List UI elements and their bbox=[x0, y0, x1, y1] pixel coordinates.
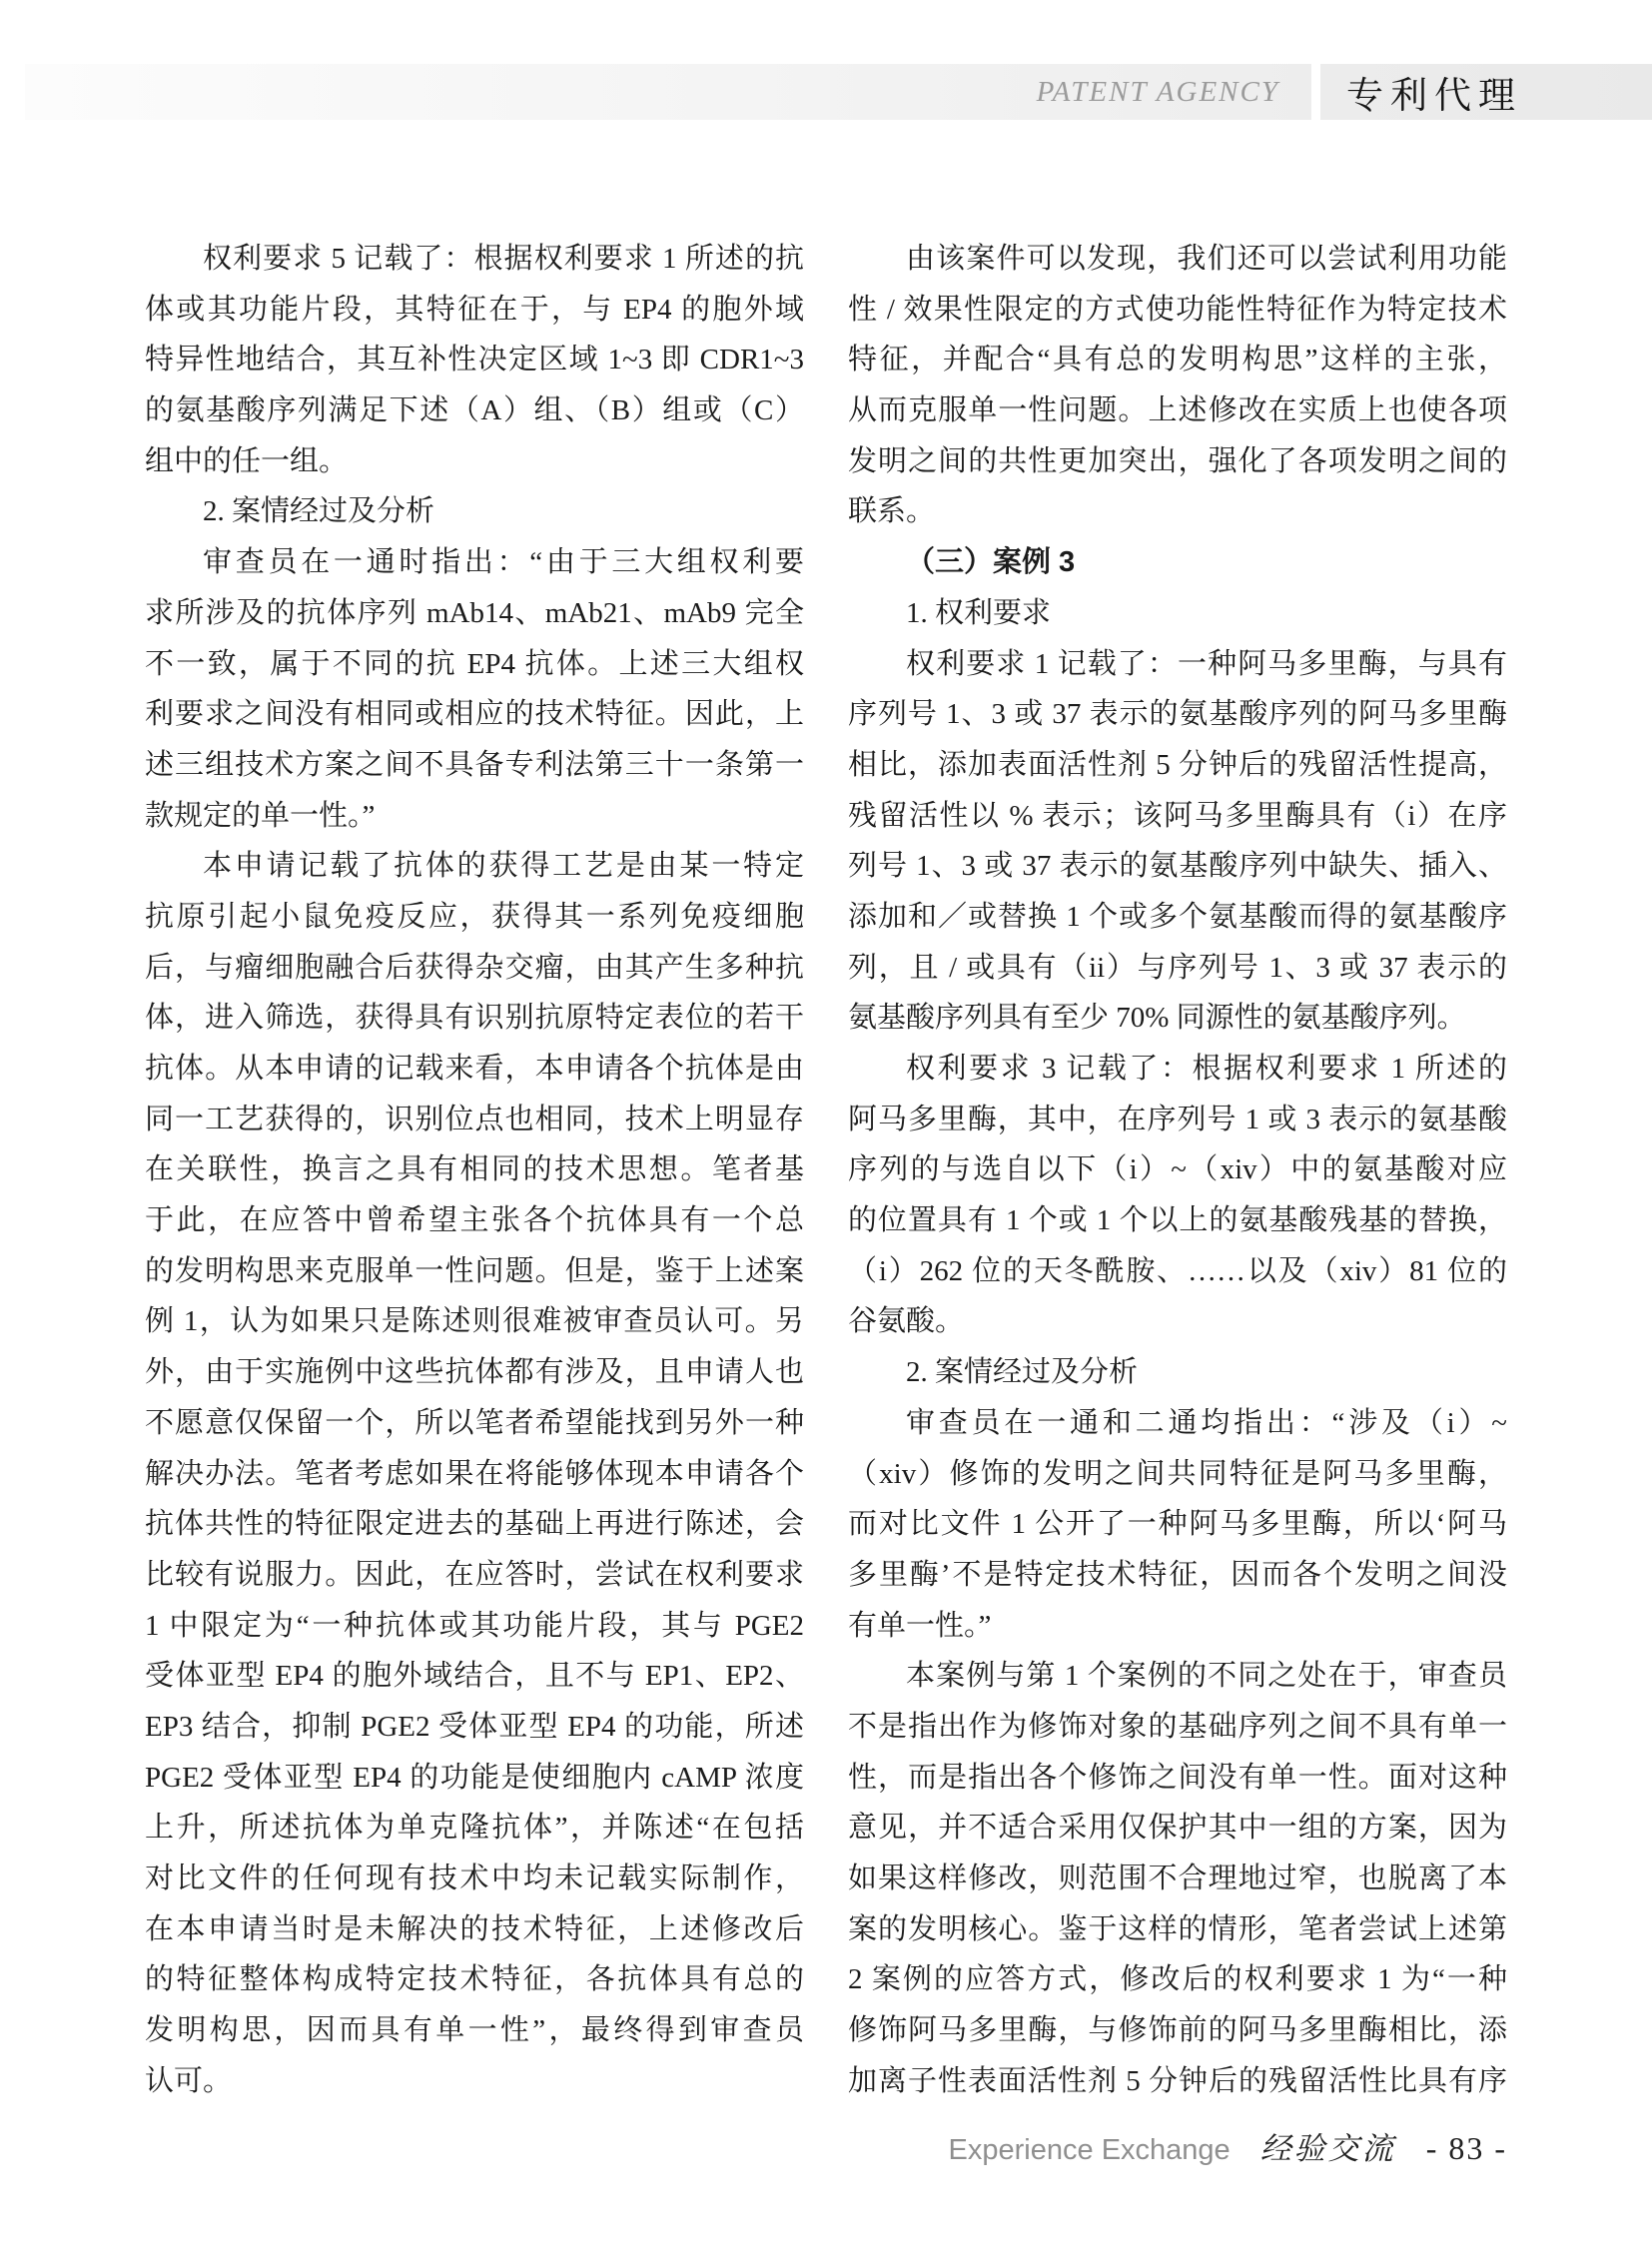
text-line: 抗原引起小鼠免疫反应，获得其一系列免疫细胞 bbox=[145, 900, 804, 933]
text-line: 发明构思，因而具有单一性”，最终得到审查员 bbox=[145, 2014, 804, 2047]
text-line: 的位置具有 1 个或 1 个以上的氨基酸残基的替换， bbox=[848, 1204, 1507, 1237]
footer-section-chinese: 经验交流 bbox=[1259, 2131, 1396, 2166]
text-line: 多里酶’不是特定技术特征，因而各个发明之间没 bbox=[848, 1558, 1507, 1591]
right-text-column bbox=[848, 234, 1507, 2106]
text-line: 解决办法。笔者考虑如果在将能够体现本申请各个 bbox=[145, 1457, 804, 1490]
text-line: 列号 1、3 或 37 表示的氨基酸序列中缺失、插入、 bbox=[848, 850, 1507, 883]
text-line: 求所涉及的抗体序列 mAb14、mAb21、mAb9 完全 bbox=[145, 596, 804, 629]
text-line: 由该案件可以发现，我们还可以尝试利用功能 bbox=[906, 243, 1507, 275]
text-line: 2. 案情经过及分析 bbox=[203, 495, 435, 528]
text-line: 对比文件的任何现有技术中均未记载实际制作， bbox=[145, 1863, 804, 1894]
text-line: 的发明构思来克服单一性问题。但是，鉴于上述案 bbox=[145, 1254, 804, 1287]
text-line: 本案例与第 1 个案例的不同之处在于，审查员 bbox=[906, 1660, 1507, 1693]
text-line: 特征，并配合“具有总的发明构思”这样的主张， bbox=[848, 344, 1507, 376]
text-line: 在关联性，换言之具有相同的技术思想。笔者基 bbox=[145, 1153, 804, 1186]
text-line: 外，由于实施例中这些抗体都有涉及，且申请人也 bbox=[145, 1356, 804, 1389]
text-line: 体，进入筛选，获得具有识别抗原特定表位的若干 bbox=[145, 1002, 804, 1035]
text-line: 权利要求 5 记载了：根据权利要求 1 所述的抗 bbox=[203, 243, 804, 275]
text-line: PGE2 受体亚型 EP4 的功能是使细胞内 cAMP 浓度 bbox=[145, 1761, 804, 1794]
text-line: 不一致，属于不同的抗 EP4 抗体。上述三大组权 bbox=[145, 647, 804, 680]
text-line: 序列号 1、3 或 37 表示的氨基酸序列的阿马多里酶 bbox=[848, 698, 1507, 731]
text-line: 抗体共性的特征限定进去的基础上再进行陈述，会 bbox=[145, 1508, 804, 1541]
page-footer bbox=[848, 2123, 1507, 2168]
text-line: 在本申请当时是未解决的技术特征，上述修改后 bbox=[145, 1912, 804, 1945]
text-line: （三）案例 3 bbox=[906, 546, 1076, 579]
text-line: EP3 结合，抑制 PGE2 受体亚型 EP4 的功能，所述 bbox=[145, 1710, 804, 1743]
text-line: 款规定的单一性。” bbox=[145, 799, 376, 832]
text-line: 案的发明核心。鉴于这样的情形，笔者尝试上述第 bbox=[848, 1912, 1507, 1945]
text-line: 权利要求 1 记载了：一种阿马多里酶，与具有 bbox=[906, 647, 1507, 680]
text-line: 性，而是指出各个修饰之间没有单一性。面对这种 bbox=[848, 1761, 1507, 1794]
text-line: 2 案例的应答方式，修改后的权利要求 1 为“一种 bbox=[848, 1963, 1507, 1996]
text-line: 审查员在一通时指出：“由于三大组权利要 bbox=[203, 546, 804, 579]
text-line: 权利要求 3 记载了：根据权利要求 1 所述的 bbox=[906, 1053, 1507, 1085]
header-band-left bbox=[25, 64, 1311, 120]
text-line: 同一工艺获得的，识别位点也相同，技术上明显存 bbox=[145, 1103, 804, 1135]
text-line: 后，与瘤细胞融合后获得杂交瘤，由其产生多种抗 bbox=[145, 951, 804, 984]
text-line: 列，且 / 或具有（ii）与序列号 1、3 或 37 表示的 bbox=[848, 951, 1507, 984]
text-line: 性 / 效果性限定的方式使功能性特征作为特定技术 bbox=[848, 293, 1507, 326]
text-line: 氨基酸序列具有至少 70% 同源性的氨基酸序列。 bbox=[848, 1002, 1466, 1035]
text-line: 特异性地结合，其互补性决定区域 1~3 即 CDR1~3 bbox=[145, 344, 804, 376]
text-line: 不是指出作为修饰对象的基础序列之间不具有单一 bbox=[848, 1710, 1507, 1743]
text-line: 利要求之间没有相同或相应的技术特征。因此，上 bbox=[145, 698, 804, 731]
text-line: 例 1，认为如果只是陈述则很难被审查员认可。另 bbox=[145, 1305, 804, 1338]
text-line: 意见，并不适合采用仅保护其中一组的方案，因为 bbox=[848, 1812, 1507, 1845]
text-line: 体或其功能片段，其特征在于，与 EP4 的胞外域 bbox=[145, 293, 804, 326]
text-line: 的特征整体构成特定技术特征，各抗体具有总的 bbox=[145, 1963, 804, 1996]
text-line: 受体亚型 EP4 的胞外域结合，且不与 EP1、EP2、 bbox=[145, 1660, 804, 1693]
footer-section-english: Experience Exchange bbox=[948, 2134, 1231, 2166]
text-line: 如果这样修改，则范围不合理地过窄，也脱离了本 bbox=[848, 1863, 1507, 1894]
text-line: 加离子性表面活性剂 5 分钟后的残留活性比具有序 bbox=[848, 2064, 1507, 2097]
text-line: 的氨基酸序列满足下述（A）组、（B）组或（C） bbox=[145, 394, 804, 427]
header-english-title: PATENT AGENCY bbox=[1036, 75, 1279, 108]
text-line: 残留活性以 % 表示；该阿马多里酶具有（i）在序 bbox=[848, 799, 1507, 832]
text-line: 阿马多里酶，其中，在序列号 1 或 3 表示的氨基酸 bbox=[848, 1103, 1507, 1135]
text-line: 1. 权利要求 bbox=[906, 596, 1052, 629]
page-number: - 83 - bbox=[1425, 2130, 1507, 2166]
text-line: （xiv）修饰的发明之间共同特征是阿马多里酶， bbox=[848, 1457, 1507, 1490]
text-line: 联系。 bbox=[848, 495, 936, 528]
text-line: 抗体。从本申请的记载来看，本申请各个抗体是由 bbox=[145, 1053, 804, 1085]
text-line: 述三组技术方案之间不具备专利法第三十一条第一 bbox=[145, 748, 804, 781]
text-line: 添加和／或替换 1 个或多个氨基酸而得的氨基酸序 bbox=[848, 900, 1507, 933]
text-line: 从而克服单一性问题。上述修改在实质上也使各项 bbox=[848, 394, 1507, 427]
text-line: 审查员在一通和二通均指出：“涉及（i）~ bbox=[906, 1406, 1507, 1439]
left-text-column bbox=[145, 234, 804, 2106]
text-line: 发明之间的共性更加突出，强化了各项发明之间的 bbox=[848, 444, 1507, 477]
text-line: 不愿意仅保留一个，所以笔者希望能找到另外一种 bbox=[145, 1406, 804, 1439]
text-line: 组中的任一组。 bbox=[145, 444, 349, 477]
text-line: 认可。 bbox=[145, 2064, 233, 2097]
text-line: 相比，添加表面活性剂 5 分钟后的残留活性提高， bbox=[848, 748, 1507, 781]
text-line: （i）262 位的天冬酰胺、……以及（xiv）81 位的 bbox=[848, 1254, 1507, 1287]
text-line: 1 中限定为“一种抗体或其功能片段，其与 PGE2 bbox=[145, 1609, 804, 1642]
text-line: 于此，在应答中曾希望主张各个抗体具有一个总 bbox=[145, 1204, 804, 1237]
header-chinese-title: 专利代理 bbox=[1346, 75, 1522, 116]
text-line: 本申请记载了抗体的获得工艺是由某一特定 bbox=[203, 850, 804, 883]
text-line: 上升，所述抗体为单克隆抗体”，并陈述“在包括 bbox=[145, 1812, 804, 1845]
text-line: 序列的与选自以下（i）~（xiv）中的氨基酸对应 bbox=[848, 1153, 1507, 1186]
text-line: 2. 案情经过及分析 bbox=[906, 1356, 1139, 1389]
text-line: 有单一性。” bbox=[848, 1609, 992, 1642]
text-line: 比较有说服力。因此，在应答时，尝试在权利要求 bbox=[145, 1558, 804, 1591]
text-line: 而对比文件 1 公开了一种阿马多里酶，所以‘阿马 bbox=[848, 1508, 1507, 1541]
text-line: 谷氨酸。 bbox=[848, 1305, 965, 1338]
text-line: 修饰阿马多里酶，与修饰前的阿马多里酶相比，添 bbox=[848, 2014, 1507, 2047]
header-band-right bbox=[1320, 64, 1652, 120]
